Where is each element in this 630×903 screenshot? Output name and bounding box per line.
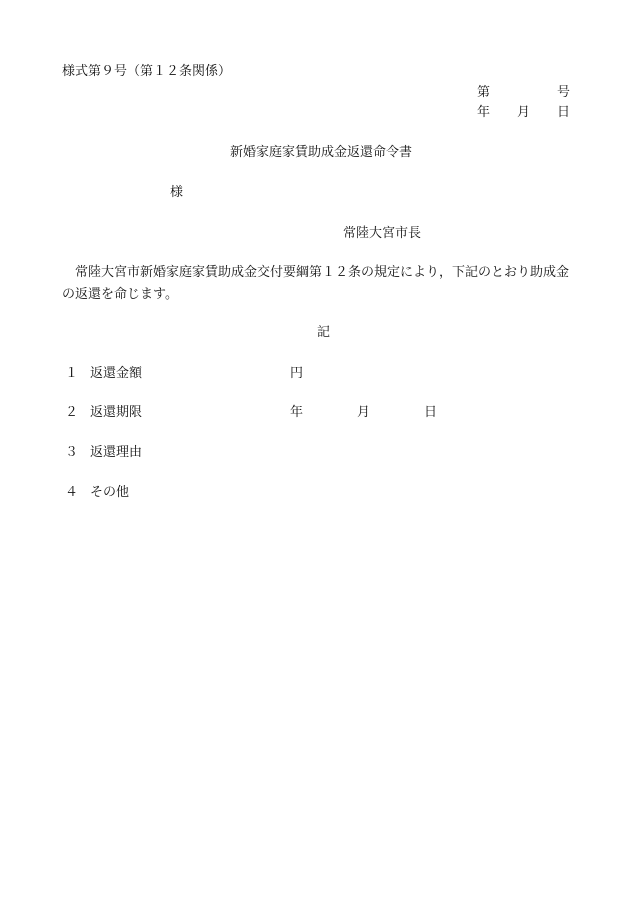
item-3-number: ３ xyxy=(65,445,79,460)
document-title: 新婚家庭家賃助成金返還命令書 xyxy=(230,145,413,160)
item-2-month: 月 xyxy=(357,405,371,420)
ki-heading: 記 xyxy=(317,325,331,340)
body-line-2: の返還を命じます。 xyxy=(62,287,178,302)
item-3-label: 返還理由 xyxy=(90,445,143,460)
item-1-label: 返還金額 xyxy=(90,366,143,381)
item-2-year: 年 xyxy=(290,405,304,420)
item-1-unit: 円 xyxy=(290,366,304,381)
document-number-suffix: 号 xyxy=(557,85,571,100)
item-2-day: 日 xyxy=(424,405,438,420)
date-month: 月 xyxy=(517,105,531,120)
form-number: 様式第９号（第１２条関係） xyxy=(62,64,232,79)
date-day: 日 xyxy=(557,105,571,120)
item-2-number: ２ xyxy=(65,405,79,420)
date-year: 年 xyxy=(477,105,491,120)
item-2-label: 返還期限 xyxy=(90,405,143,420)
item-4-label: その他 xyxy=(90,485,130,500)
issuer-name: 常陸大宮市長 xyxy=(343,226,422,241)
document-number-prefix: 第 xyxy=(477,85,491,100)
body-paragraph xyxy=(62,262,586,306)
addressee-suffix: 様 xyxy=(170,185,184,200)
item-1-number: １ xyxy=(65,366,79,381)
item-4-number: ４ xyxy=(65,485,79,500)
body-line-1: 常陸大宮市新婚家庭家賃助成金交付要綱第１２条の規定により，下記のとおり助成金 xyxy=(75,265,570,280)
